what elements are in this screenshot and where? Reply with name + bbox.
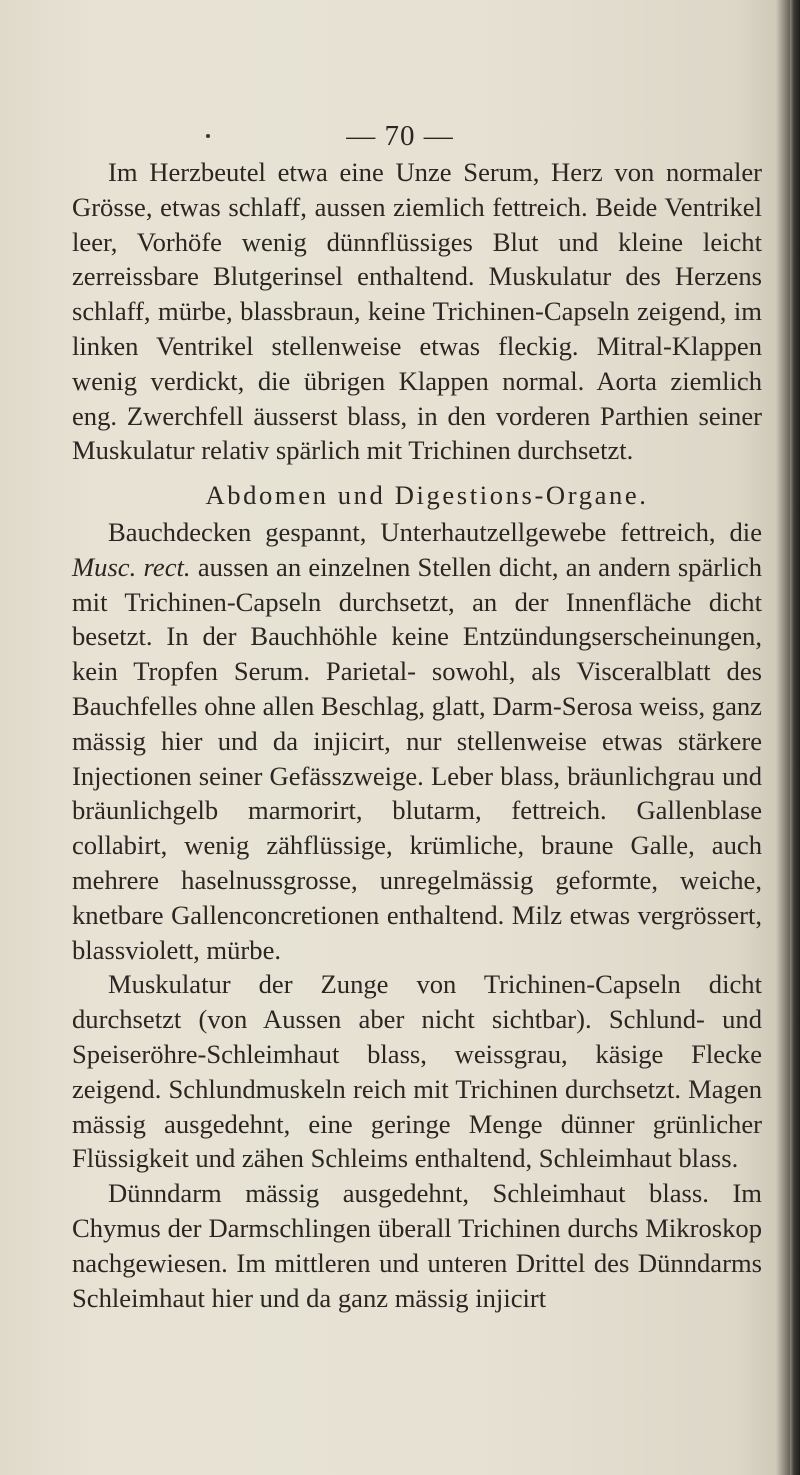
paragraph-abdomen-rest: aussen an einzelnen Stellen dicht, an andern spärlich mit Trichinen-Capseln durchsetzt, an der Innenfläche dicht besetzt. In der Bauchhöhle keine Entzündungserscheinungen, kein Tropfen Serum. Parietal- sowohl, als Visceralblatt des Bauchfelles ohne allen Beschlag, glatt, Darm-Serosa weiss, ganz mässig hier und da injicirt, nur stellenweise etwas stärkere Injectionen seiner Gefässzweige. Leber blass, bräunlichgrau und bräunlichgelb marmorirt, blutarm, fettreich. Gallenblase collabirt, wenig zähflüssige, krümliche, braune Galle, auch mehrere haselnussgrosse, unregelmässig geformte, weiche, knetbare Gallenconcretionen enthaltend. Milz etwas vergrössert, blassviolett, mürbe. <box>72 551 763 965</box>
page-number: — 70 — <box>346 120 454 152</box>
page-binding-edge <box>790 0 800 1475</box>
paragraph-heart: Im Herzbeutel etwa eine Unze Serum, Herz von normaler Grösse, etwas schlaff, aussen ziemlich fettreich. Beide Ventrikel leer, Vorhöfe wenig dünnflüssiges Blut und kleine leicht zerreissbare Blutgerinsel enthaltend. Muskulatur des Herzens schlaff, mürbe, blassbraun, keine Trichinen-Capseln zeigend, im linken Ventrikel stellenweise etwas fleckig. Mitral-Klappen wenig verdickt, die übrigen Klappen normal. Aorta ziemlich eng. Zwerchfell äusserst blass, in den vorderen Parthien seiner Muskulatur relativ spärlich mit Trichinen durchsetzt. <box>72 157 762 466</box>
section-heading: Abdomen und Digestions-Organe. <box>205 480 649 511</box>
paragraph-small-intestine: Dünndarm mässig ausgedehnt, Schleimhaut blass. Im Chymus der Darmschlingen überall Trichinen durchs Mikroskop nachgewiesen. Im mittleren und unteren Drittel des Dünndarms Schleimhaut hier und da ganz mässig injicirt <box>72 1178 762 1313</box>
paragraph-abdomen-start: Bauchdecken gespannt, Unterhautzellgewebe fettreich, die <box>108 516 762 547</box>
body-text <box>72 155 762 1315</box>
paragraph-abdomen <box>72 515 762 967</box>
paragraph-tongue-stomach: Muskulatur der Zunge von Trichinen-Capseln dicht durchsetzt (von Aussen aber nicht sichtbar). Schlund- und Speiseröhre-Schleimhaut blass, weissgrau, käsige Flecke zeigend. Schlundmuskeln reich mit Trichinen durchsetzt. Magen mässig ausgedehnt, eine geringe Menge dünner grünlicher Flüssigkeit und zähen Schleims enthaltend, Schleimhaut blass. <box>72 969 762 1174</box>
muscle-name-italic: Musc. rect. <box>72 551 191 582</box>
